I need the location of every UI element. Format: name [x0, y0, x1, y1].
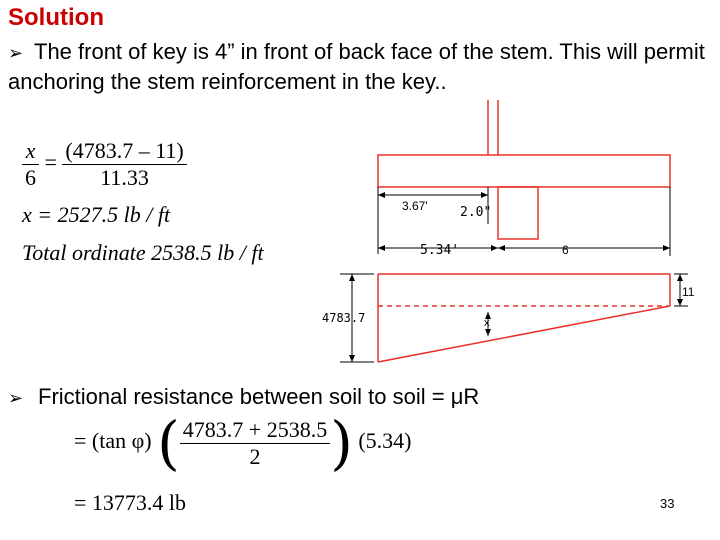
ratio-equation [22, 138, 187, 191]
friction-equation [74, 409, 412, 477]
label-367: 3.67' [402, 199, 428, 213]
wall-key-diagram [322, 100, 700, 375]
lhs-numerator: x [22, 138, 39, 165]
friction-prefix: = (tan φ) [74, 428, 152, 454]
rhs-numerator: (4783.7 – 11) [62, 138, 186, 165]
bullet-key-position [8, 38, 708, 96]
friction-fraction [180, 417, 330, 470]
friction-result: = 13773.4 lb [74, 490, 187, 515]
label-534: 5.34' [420, 243, 460, 258]
arrow-bullet-icon: ➢ [8, 388, 24, 409]
friction-numerator: 4783.7 + 2538.5 [180, 417, 330, 444]
base-slab [378, 155, 670, 187]
page-number: 33 [660, 496, 675, 511]
label-11: 11 [682, 285, 695, 299]
slide-title: Solution [8, 4, 104, 31]
label-6: 6 [562, 243, 569, 257]
total-ordinate: Total ordinate 2538.5 lb / ft [22, 240, 264, 265]
label-key-depth: 2.0" [460, 205, 492, 220]
arrow-bullet-icon: ➢ [8, 43, 24, 64]
rhs-denominator: 11.33 [100, 165, 149, 190]
label-4783: 4783.7 [322, 311, 366, 325]
friction-denominator: 2 [249, 443, 261, 469]
lhs-denominator: 6 [25, 165, 36, 190]
right-paren: ) [330, 409, 353, 477]
friction-multiplier: (5.34) [358, 428, 412, 454]
label-x: x [484, 317, 490, 329]
rhs-fraction [62, 138, 186, 191]
lhs-fraction [22, 138, 39, 191]
equals-sign: = [44, 149, 57, 175]
shear-key [498, 187, 538, 239]
bullet-text: The front of key is 4” in front of back face of the stem. This will permit anchoring the stem reinforcement in the key.. [8, 39, 705, 94]
x-result: x = 2527.5 lb / ft [22, 202, 171, 227]
pressure-slope-line [378, 306, 670, 362]
left-paren: ( [157, 409, 180, 477]
bullet-friction [8, 384, 479, 410]
bullet-text: Frictional resistance between soil to soil = μR [38, 384, 480, 409]
